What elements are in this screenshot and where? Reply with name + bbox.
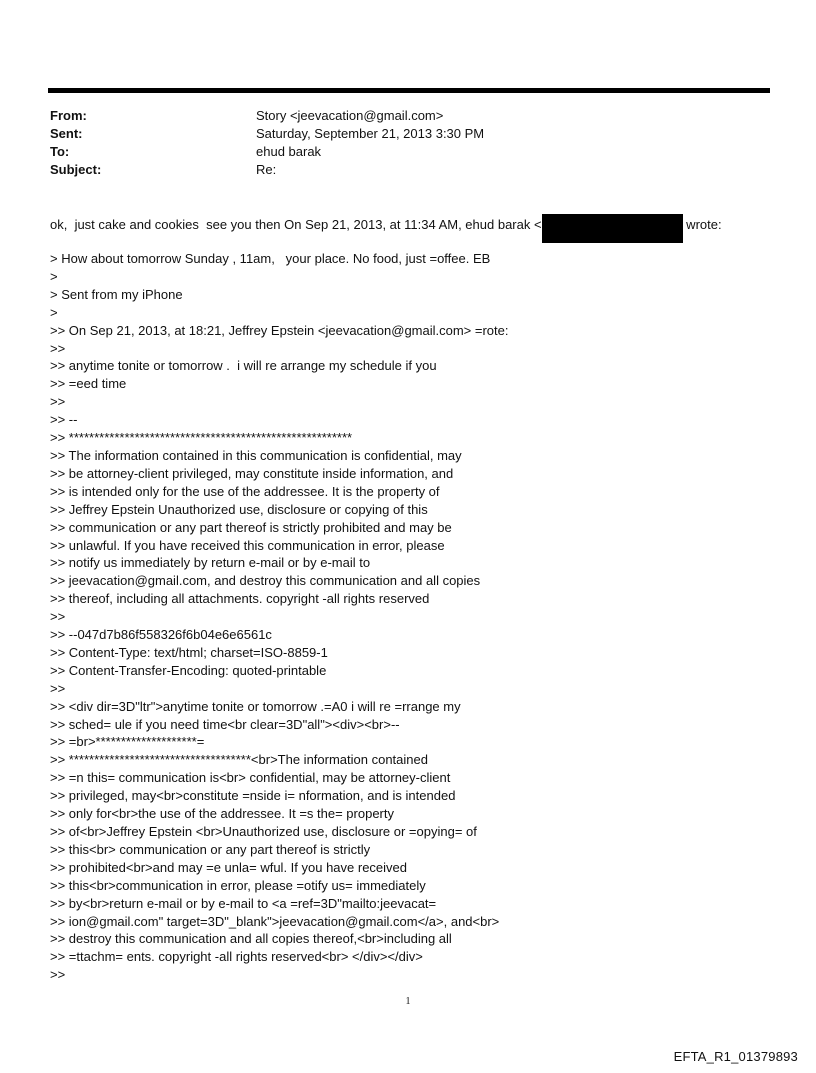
to-value: ehud barak: [256, 144, 322, 159]
body-line: >> anytime tonite or tomorrow . i will re arrange my schedule if you: [50, 358, 437, 374]
body-line: >> =n this= communication is<br> confidential, may be attorney-client: [50, 770, 451, 786]
email-header: [50, 107, 484, 179]
body-line: >> =eed time: [50, 376, 127, 392]
body-line: >> of<br>Jeffrey Epstein <br>Unauthorized use, disclosure or =opying= of: [50, 824, 477, 839]
body-line: >>: [50, 394, 66, 410]
sent-value: Saturday, September 21, 2013 3:30 PM: [256, 126, 485, 141]
body-line: >> is intended only for the use of the addressee. It is the property of: [50, 483, 440, 499]
body-line: >> =ttachm= ents. copyright -all rights reserved<br> </div></div>: [50, 949, 423, 965]
body-line: > How about tomorrow Sunday , 11am, your place. No food, just =offee. EB: [50, 251, 491, 266]
body-line: >> ********************************************************: [50, 430, 353, 446]
sent-label: Sent:: [50, 126, 83, 141]
body-line: >> this<br> communication or any part thereof is strictly: [50, 841, 371, 857]
body-line: >> ************************************<br>The information contained: [50, 752, 428, 768]
body-line: >> be attorney-client privileged, may constitute inside information, and: [50, 465, 454, 481]
subject-value: Re:: [256, 162, 277, 177]
body-line: >> prohibited<br>and may =e unla= wful. If you have received: [50, 859, 408, 875]
sent-row: [50, 125, 484, 143]
body-line: >> <div dir=3D"ltr">anytime tonite or tomorrow .=A0 i will re =rrange my: [50, 698, 461, 714]
body-line: >>: [50, 967, 66, 983]
body-line: >: [50, 304, 58, 320]
body-line: >>: [50, 340, 66, 356]
body-line: >> ion@gmail.com" target=3D"_blank">jeevacation@gmail.com</a>, and<br>: [50, 913, 500, 929]
intro-line: [50, 216, 770, 243]
body-line: > Sent from my iPhone: [50, 286, 183, 302]
body-line: >> jeevacation@gmail.com, and destroy this communication and all copies: [50, 573, 481, 589]
body-line: >> --047d7b86f558326f6b04e6e6561c: [50, 627, 272, 643]
body-line: >> Content-Type: text/html; charset=ISO-8859-1: [50, 644, 328, 660]
body-line: >> --: [50, 412, 78, 428]
page-number: 1: [405, 996, 411, 1007]
body-line: >> sched= ule if you need time<br clear=3D"all"><div><br>--: [50, 716, 400, 732]
body-line: >: [50, 268, 58, 284]
intro-text-before: ok, just cake and cookies see you then On Sep 21, 2013, at 11:34 AM, ehud barak <: [50, 217, 542, 232]
body-line: >> privileged, may<br>constitute =nside i= nformation, and is intended: [50, 788, 456, 804]
body-line: >> communication or any part thereof is strictly prohibited and may be: [50, 519, 452, 535]
body-line: >> =br>********************=: [50, 734, 205, 750]
body-line: >> by<br>return e-mail or by e-mail to <a =ref=3D"mailto:jeevacat=: [50, 895, 437, 911]
to-row: [50, 143, 484, 161]
from-value: Story <jeevacation@gmail.com>: [256, 108, 444, 123]
body-line: >>: [50, 680, 66, 696]
header-rule: [48, 88, 770, 93]
intro-text-after: wrote:: [682, 217, 722, 232]
redaction-box: [542, 214, 683, 243]
bates-number: EFTA_R1_01379893: [673, 1049, 798, 1064]
body-line: >> notify us immediately by return e-mail or by e-mail to: [50, 555, 371, 571]
subject-row: [50, 161, 484, 179]
body-line: >> The information contained in this communication is confidential, may: [50, 447, 462, 463]
from-label: From:: [50, 108, 87, 123]
body-line: >>: [50, 609, 66, 625]
body-line: >> only for<br>the use of the addressee. It =s the= property: [50, 806, 394, 822]
from-row: [50, 107, 484, 125]
body-line: >> destroy this communication and all copies thereof,<br>including all: [50, 931, 452, 947]
body-line: >> unlawful. If you have received this communication in error, please: [50, 537, 445, 553]
quoted-body: [50, 250, 509, 984]
body-line: >> Jeffrey Epstein Unauthorized use, disclosure or copying of this: [50, 501, 428, 517]
body-line: >> On Sep 21, 2013, at 18:21, Jeffrey Epstein <jeevacation@gmail.com> =rote:: [50, 322, 509, 338]
body-line: >> thereof, including all attachments. copyright -all rights reserved: [50, 591, 430, 607]
body-line: >> Content-Transfer-Encoding: quoted-printable: [50, 662, 327, 678]
to-label: To:: [50, 144, 70, 159]
body-line: >> this<br>communication in error, please =otify us= immediately: [50, 877, 426, 893]
subject-label: Subject:: [50, 162, 102, 177]
